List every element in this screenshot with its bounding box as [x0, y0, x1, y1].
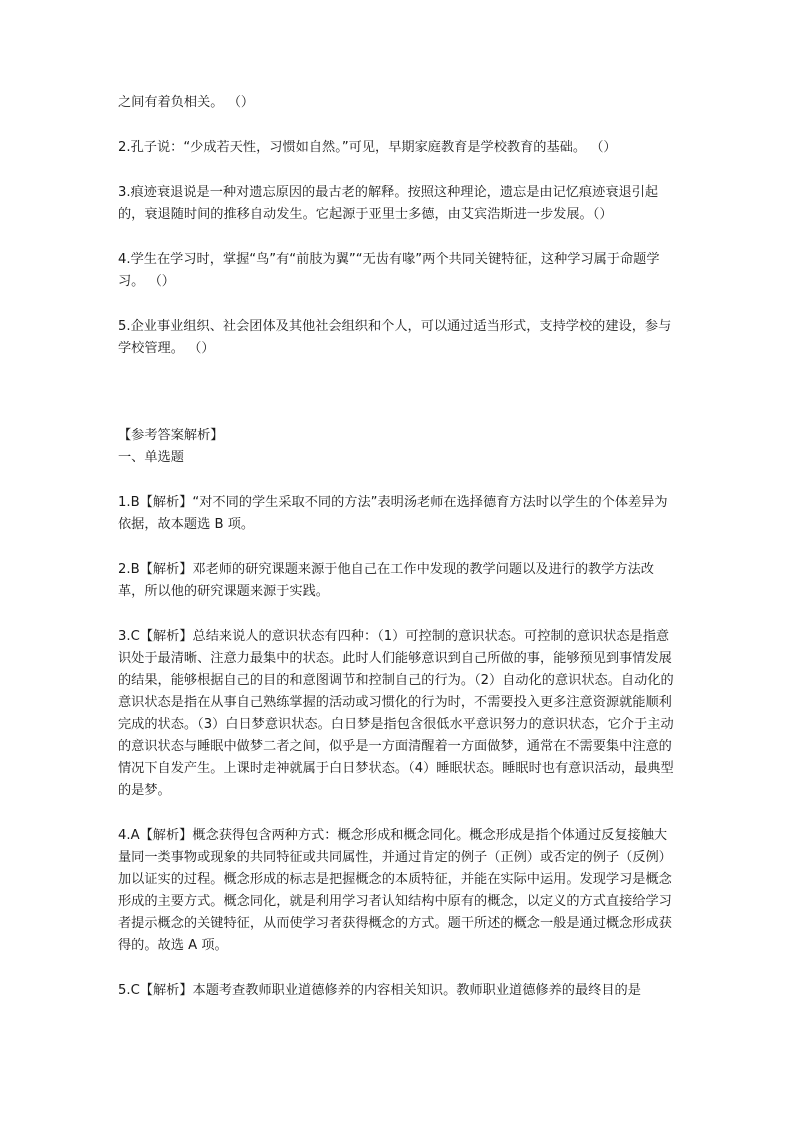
document-page [118, 92, 680, 1002]
answer-5: 5.C【解析】本题考查教师职业道德修养的内容相关知识。教师职业道德修养的最终目的是 [118, 983, 641, 998]
question-5: 5.企业事业组织、社会团体及其他社会组织和个人，可以通过适当形式，支持学校的建设，参与学校管理。 （） [118, 319, 672, 356]
question-3: 3.痕迹衰退说是一种对遗忘原因的最古老的解释。按照这种理论，遗忘是由记忆痕迹衰退引起的，衰退随时间的推移自动发生。它起源于亚里士多德，由艾宾浩斯进一步发展。（） [118, 185, 659, 222]
answer-1: 1.B【解析】“对不同的学生采取不同的方法”表明汤老师在选择德育方法时以学生的个体差异为依据，故本题选 B 项。 [118, 495, 668, 532]
section-heading: 一、单选题 [118, 450, 184, 465]
answer-heading: 【参考答案解析】 [118, 428, 224, 443]
question-4: 4.学生在学习时，掌握“鸟”有“前肢为翼”“无齿有喙”两个共同关键特征，这种学习属于命题学习。 （） [118, 252, 660, 289]
answer-3: 3.C【解析】总结来说人的意识状态有四种：（1）可控制的意识状态。可控制的意识状态是指意识处于最清晰、注意力最集中的状态。此时人们能够意识到自己所做的事，能够预见到事情发展的结果，能够根据自己的目的和意图调节和控制自己的行为。（2）自动化的意识状态。自动化的意识状态是指在从事自己熟练掌握的活动或习惯化的行为时，不需要投入更多注意资源就能顺利完成的状态。（3）白日梦意识状态。白日梦是指包含很低水平意识努力的意识状态，它介于主动的意识状态与睡眠中做梦二者之间，似乎是一方面清醒着一方面做梦，通常在不需要集中注意的情况下自发产生。上课时走神就属于白日梦状态。（4）睡眠状态。睡眠时也有意识活动，最典型的是梦。 [118, 629, 674, 798]
answer-2: 2.B【解析】邓老师的研究课题来源于他自己在工作中发现的教学问题以及进行的教学方法改革，所以他的研究课题来源于实践。 [118, 562, 654, 599]
question-2: 2.孔子说：“少成若天性，习惯如自然。”可见，早期家庭教育是学校教育的基础。 （） [118, 140, 617, 155]
answer-4: 4.A【解析】概念获得包含两种方式：概念形成和概念同化。概念形成是指个体通过反复接触大量同一类事物或现象的共同特征或共同属性，并通过肯定的例子（正例）或否定的例子（反例）加以证实的过程。概念形成的标志是把握概念的本质特征，并能在实际中运用。发现学习是概念形成的主要方式。概念同化，就是利用学习者认知结构中原有的概念，以定义的方式直接给学习者提示概念的关键特征，从而使学习者获得概念的方式。题干所述的概念一般是通过概念形成获得的。故选 A 项。 [118, 828, 672, 953]
paragraph-continuation: 之间有着负相关。 （） [118, 95, 255, 110]
